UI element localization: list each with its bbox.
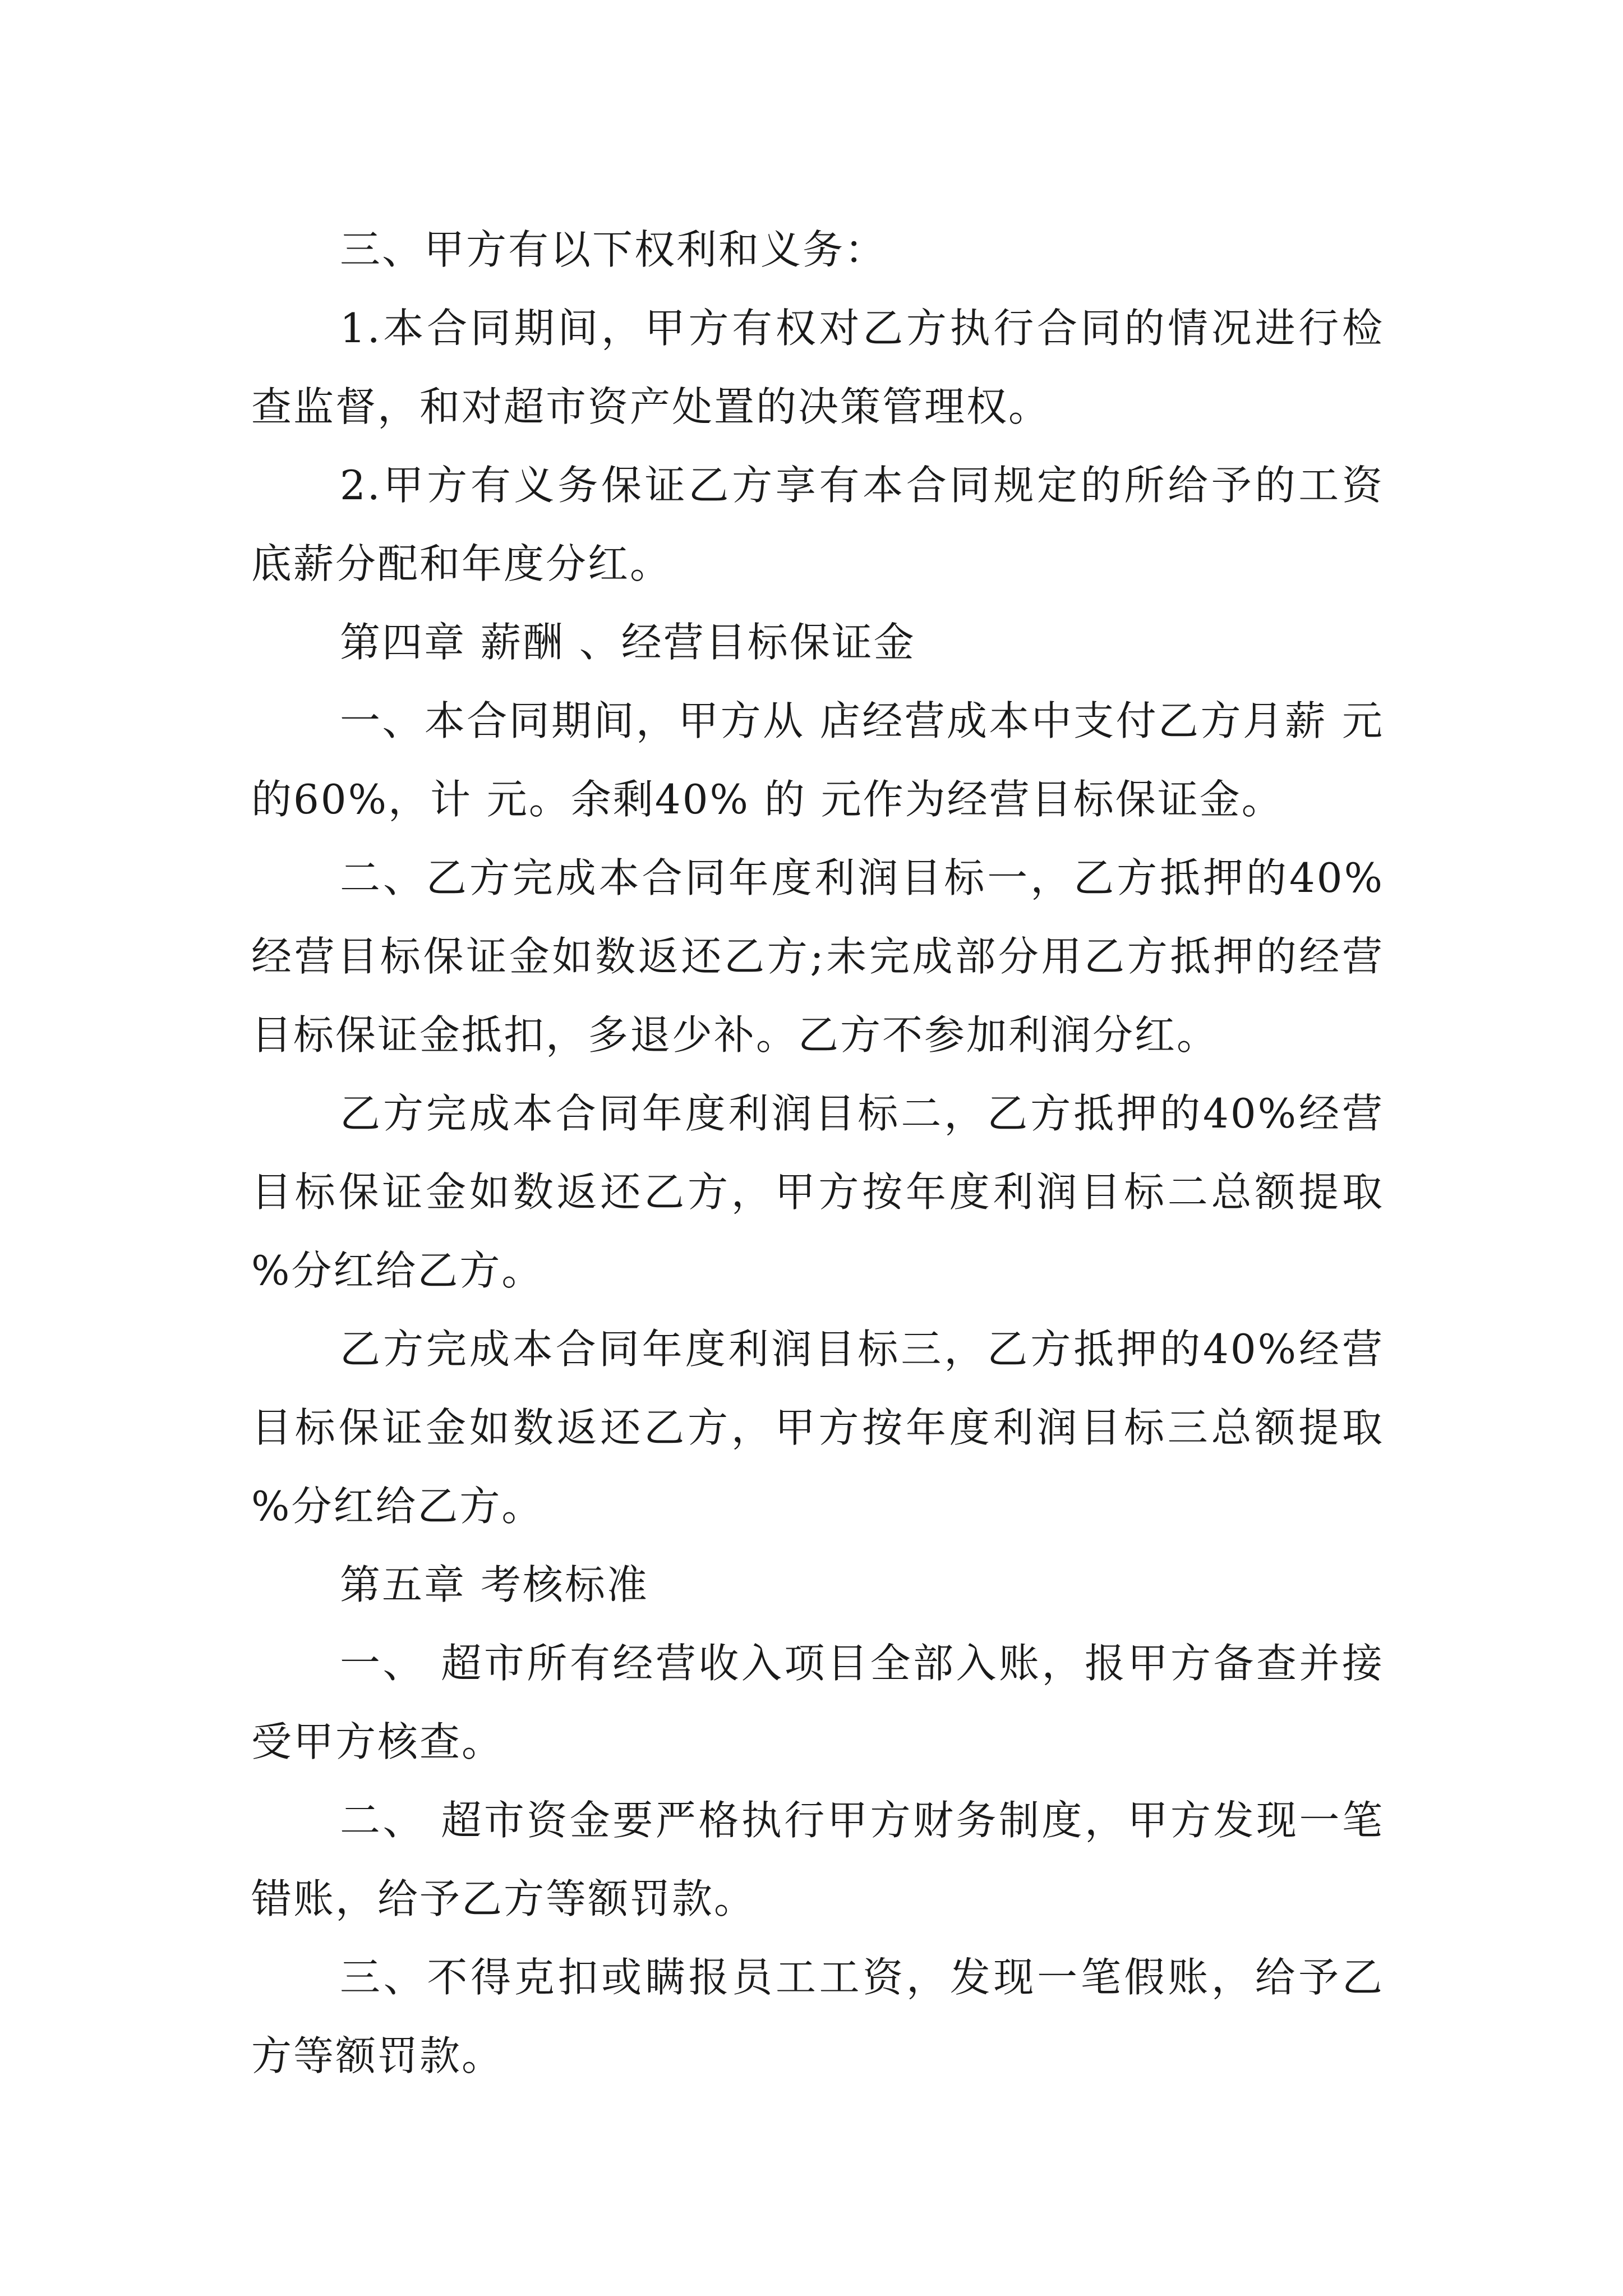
paragraph-item-1: 1.本合同期间，甲方有权对乙方执行合同的情况进行检查监督，和对超市资产处置的决策管理权。	[251, 305, 1384, 430]
chapter-heading-5: 第五章 考核标准	[340, 1561, 649, 1608]
paragraph-salary: 一、本合同期间，甲方从 店经营成本中支付乙方月薪 元的60%，计 元。余剩40% 的 元作为经营目标保证金。	[251, 697, 1384, 823]
paragraph-assessment-1: 一、 超市所有经营收入项目全部入账，报甲方备查并接受甲方核查。	[251, 1640, 1384, 1765]
paragraph-assessment-2: 二、 超市资金要严格执行甲方财务制度，甲方发现一笔错账，给予乙方等额罚款。	[251, 1797, 1384, 1922]
paragraph-target-3: 乙方完成本合同年度利润目标三，乙方抵押的40%经营目标保证金如数返还乙方，甲方按年度利润目标三总额提取 %分红给乙方。	[251, 1326, 1384, 1530]
document-body	[251, 210, 1384, 2095]
paragraph-target-2: 乙方完成本合同年度利润目标二，乙方抵押的40%经营目标保证金如数返还乙方，甲方按年度利润目标二总额提取 %分红给乙方。	[251, 1090, 1384, 1294]
paragraph-target-1: 二、乙方完成本合同年度利润目标一，乙方抵押的40%经营目标保证金如数返还乙方;未完成部分用乙方抵押的经营目标保证金抵扣，多退少补。乙方不参加利润分红。	[251, 854, 1384, 1059]
chapter-heading-4: 第四章 薪酬 、经营目标保证金	[340, 619, 916, 666]
paragraph-item-2: 2.甲方有义务保证乙方享有本合同规定的所给予的工资底薪分配和年度分红。	[251, 462, 1384, 587]
section-heading-party-a-rights: 三、甲方有以下权利和义务：	[340, 226, 887, 273]
paragraph-assessment-3: 三、不得克扣或瞒报员工工资，发现一笔假账，给予乙方等额罚款。	[251, 1954, 1384, 2079]
